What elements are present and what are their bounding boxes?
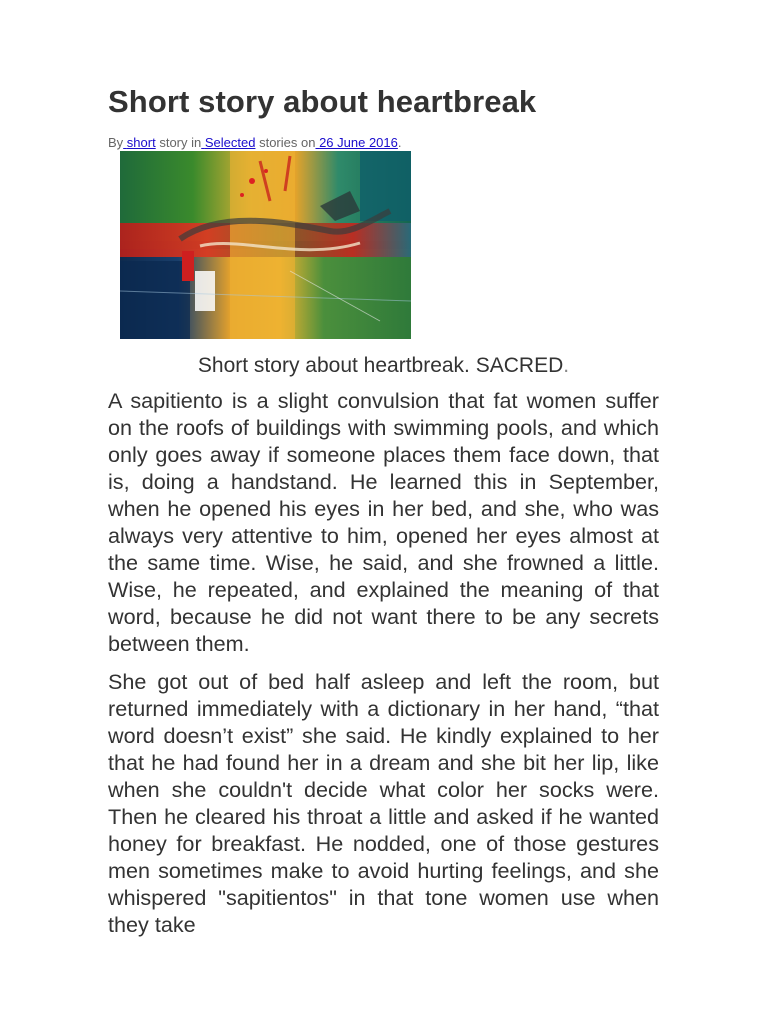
painting-svg: [120, 151, 411, 339]
meta-story-in: story in: [159, 135, 202, 150]
date-link[interactable]: 26 June 2016: [319, 135, 398, 150]
paragraph-2: She got out of bed half asleep and left the room, but returned immediately with a dictionary in her hand, “that word doesn’t exist” she said. He kindly explained to her that he had found her in a dream and she bit her lip, like when she couldn't decide what color her socks were. Then he cleared his throat a little and asked if he wanted honey for breakfast. He nodded, one of those gestures men sometimes make to avoid hurting feelings, and she whispered "sapitientos" in that tone women use when they take: [108, 669, 659, 937]
category-link[interactable]: Selected: [204, 135, 256, 150]
meta-stories-on: stories on: [259, 135, 316, 150]
article: [108, 82, 659, 949]
paragraph-1: A sapitiento is a slight convulsion that fat women suffer on the roofs of buildings with swimming pools, and which only goes away if someone places them face down, that is, doing a handstand. He learned this in September, when he opened his eyes in her bed, and she, who was always very attentive to him, opened her eyes almost at the same time. Wise, he said, and she frowned a little. Wise, he repeated, and explained the meaning of that word, because he did not want there to be any secrets between them.: [108, 388, 659, 656]
article-title: Short story about heartbreak: [108, 84, 537, 119]
author-link[interactable]: short: [126, 135, 156, 150]
caption-end: .: [563, 354, 570, 377]
meta-by: By: [108, 135, 124, 150]
article-meta: [108, 135, 659, 151]
meta-trailing: .: [397, 135, 402, 150]
article-body: [108, 387, 659, 938]
image-caption: [108, 352, 659, 380]
caption-text: Short story about heartbreak. SACRED: [197, 354, 564, 377]
abstract-painting-image: [120, 151, 411, 339]
